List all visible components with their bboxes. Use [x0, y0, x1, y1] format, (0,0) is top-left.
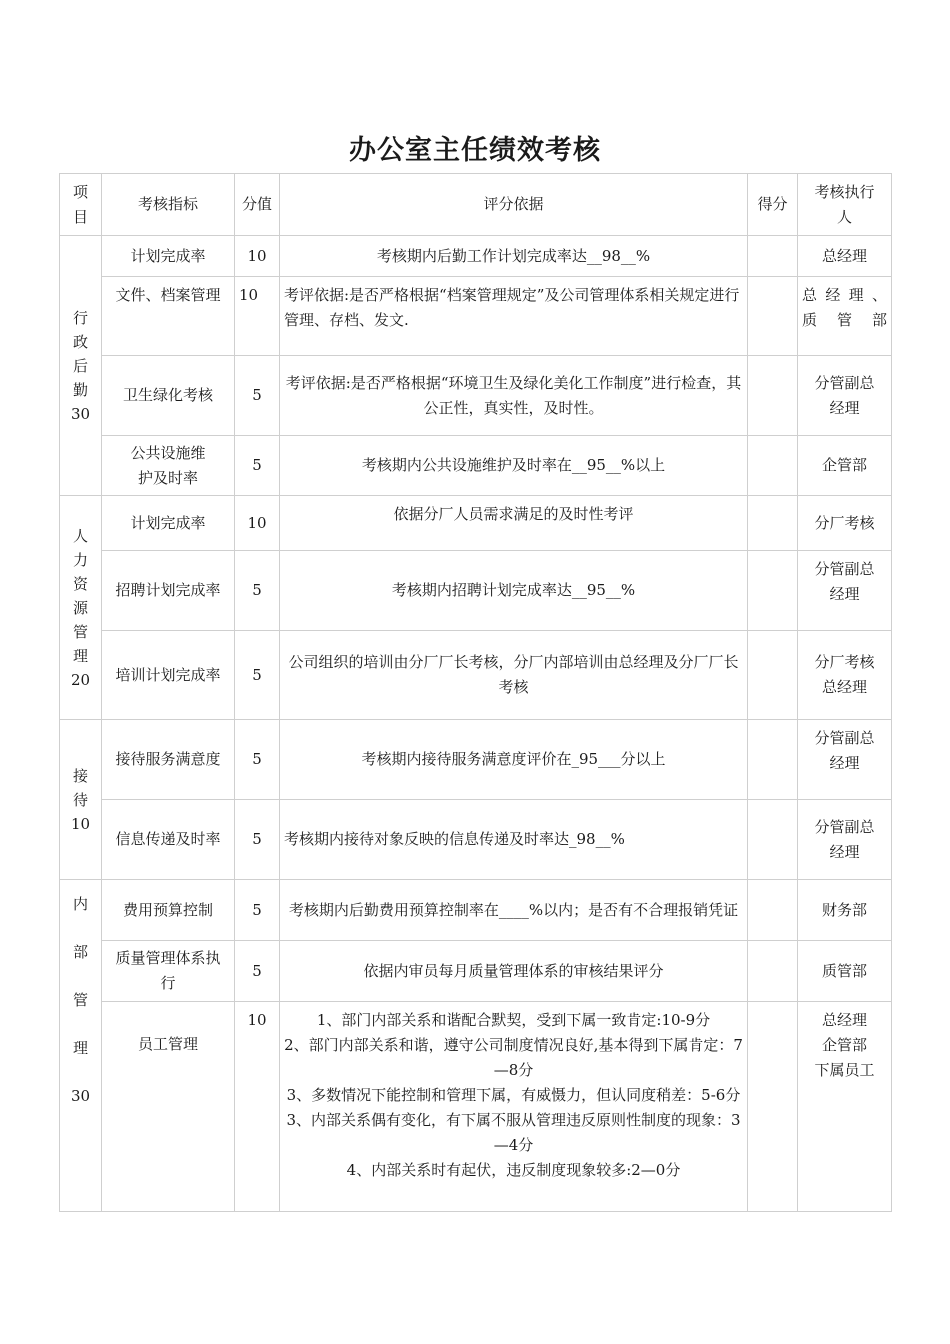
indicator-cell: 卫生绿化考核	[102, 356, 235, 436]
criteria-cell: 考核期内公共设施维护及时率在__95__%以上	[280, 436, 748, 496]
result-cell	[748, 880, 798, 941]
table-row	[60, 496, 892, 551]
score-cell: 10	[235, 236, 280, 277]
category-cell: 行 政 后 勤 30	[60, 236, 102, 496]
result-cell	[748, 941, 798, 1002]
header-row	[60, 174, 892, 236]
page-title: 办公室主任绩效考核	[349, 135, 601, 166]
executor-cell: 总经理 企管部 下属员工	[798, 1002, 892, 1212]
executor-cell: 分管副总 经理	[798, 800, 892, 880]
result-cell	[748, 496, 798, 551]
result-cell	[748, 436, 798, 496]
criteria-cell: 依据内审员每月质量管理体系的审核结果评分	[280, 941, 748, 1002]
category-cell: 人 力 资 源 管 理 20	[60, 496, 102, 720]
table-row	[60, 236, 892, 277]
criteria-cell: 依据分厂人员需求满足的及时性考评	[280, 496, 748, 551]
table-row	[60, 1002, 892, 1212]
indicator-cell: 接待服务满意度	[102, 720, 235, 800]
result-cell	[748, 236, 798, 277]
table-row	[60, 277, 892, 356]
result-cell	[748, 800, 798, 880]
criteria-cell: 考评依据:是否严格根据“环境卫生及绿化美化工作制度”进行检查，其公正性，真实性，及时性。	[280, 356, 748, 436]
header-item: 项 目	[60, 174, 102, 236]
header-result: 得分	[748, 174, 798, 236]
executor-cell: 分管副总 经理	[798, 720, 892, 800]
score-cell: 10	[235, 496, 280, 551]
criteria-cell: 考核期内后勤费用预算控制率在____%以内；是否有不合理报销凭证	[280, 880, 748, 941]
criteria-cell: 考核期内后勤工作计划完成率达__98__%	[280, 236, 748, 277]
category-cell: 接 待 10	[60, 720, 102, 880]
score-cell: 10	[235, 1002, 280, 1212]
result-cell	[748, 356, 798, 436]
score-cell: 5	[235, 720, 280, 800]
executor-cell: 分管副总 经理	[798, 551, 892, 631]
executor-cell: 分厂考核 总经理	[798, 631, 892, 720]
indicator-cell: 费用预算控制	[102, 880, 235, 941]
indicator-cell: 质量管理体系执 行	[102, 941, 235, 1002]
criteria-cell: 考核期内接待服务满意度评价在_95___分以上	[280, 720, 748, 800]
executor-cell: 企管部	[798, 436, 892, 496]
executor-cell: 分管副总 经理	[798, 356, 892, 436]
executor-cell: 分厂考核	[798, 496, 892, 551]
header-score: 分值	[235, 174, 280, 236]
table-row	[60, 631, 892, 720]
executor-cell: 财务部	[798, 880, 892, 941]
executor-cell: 总 经 理 、 质管部	[798, 277, 892, 356]
score-cell: 10	[235, 277, 280, 356]
criteria-cell: 1、部门内部关系和谐配合默契，受到下属一致肯定:10-9分 2、部门内部关系和谐，遵守公司制度情况良好,基本得到下属肯定：7—8分 3、多数情况下能控制和管理下属，有威慑力，但认同度稍差：5-6分 3、内部关系偶有变化，有下属不服从管理违反原则性制度的现象：3—4分 4、内部关系时有起伏，违反制度现象较多:2—0分	[280, 1002, 748, 1212]
result-cell	[748, 631, 798, 720]
result-cell	[748, 720, 798, 800]
header-criteria: 评分依据	[280, 174, 748, 236]
indicator-cell: 招聘计划完成率	[102, 551, 235, 631]
indicator-cell: 信息传递及时率	[102, 800, 235, 880]
score-cell: 5	[235, 880, 280, 941]
result-cell	[748, 551, 798, 631]
table-row	[60, 551, 892, 631]
executor-cell: 总经理	[798, 236, 892, 277]
score-cell: 5	[235, 631, 280, 720]
header-indicator: 考核指标	[102, 174, 235, 236]
criteria-cell: 考核期内接待对象反映的信息传递及时率达_98__%	[280, 800, 748, 880]
indicator-cell: 计划完成率	[102, 496, 235, 551]
table-row	[60, 720, 892, 800]
indicator-cell: 公共设施维 护及时率	[102, 436, 235, 496]
criteria-cell: 公司组织的培训由分厂厂长考核，分厂内部培训由总经理及分厂厂长考核	[280, 631, 748, 720]
indicator-cell: 培训计划完成率	[102, 631, 235, 720]
score-cell: 5	[235, 436, 280, 496]
indicator-cell: 计划完成率	[102, 236, 235, 277]
category-cell: 内 部 管 理 30	[60, 880, 102, 1212]
criteria-cell: 考评依据:是否严格根据“档案管理规定”及公司管理体系相关规定进行管理、存档、发文.	[280, 277, 748, 356]
score-cell: 5	[235, 941, 280, 1002]
criteria-cell: 考核期内招聘计划完成率达__95__%	[280, 551, 748, 631]
score-cell: 5	[235, 356, 280, 436]
header-executor: 考核执行 人	[798, 174, 892, 236]
score-cell: 5	[235, 551, 280, 631]
table-row	[60, 880, 892, 941]
executor-cell: 质管部	[798, 941, 892, 1002]
assessment-table	[59, 173, 892, 1212]
indicator-cell: 文件、档案管理	[102, 277, 235, 356]
table-row	[60, 941, 892, 1002]
table-row	[60, 356, 892, 436]
result-cell	[748, 1002, 798, 1212]
result-cell	[748, 277, 798, 356]
table-row	[60, 800, 892, 880]
table-row	[60, 436, 892, 496]
indicator-cell: 员工管理	[102, 1002, 235, 1212]
score-cell: 5	[235, 800, 280, 880]
